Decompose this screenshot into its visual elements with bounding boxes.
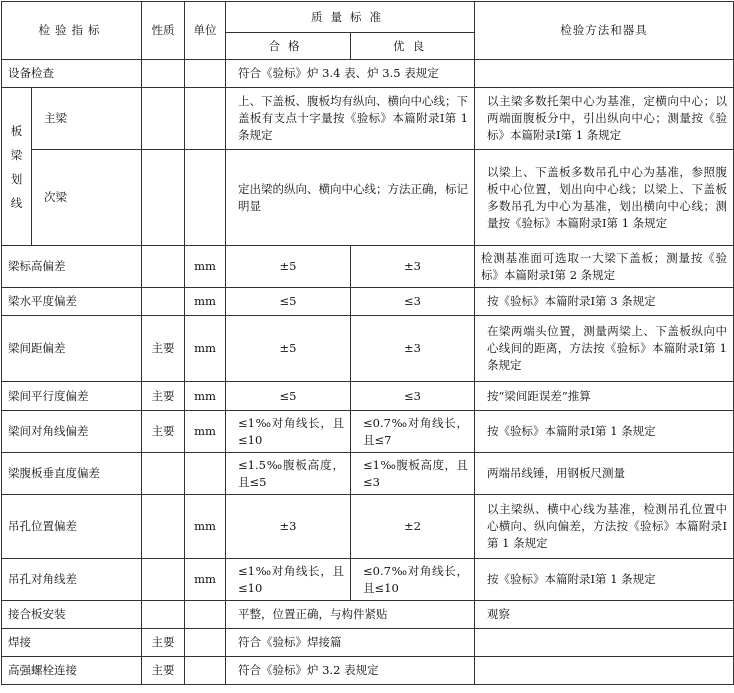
row-item: 梁间距偏差 (2, 316, 142, 382)
row-item: 次梁 (32, 150, 142, 246)
row-unit (185, 453, 226, 495)
row-unit (185, 657, 226, 685)
row-method: 观察 (475, 601, 734, 629)
row-unit: mm (185, 411, 226, 453)
row-nature: 主要 (142, 629, 185, 657)
row-standard: 定出梁的纵向、横向中心线；方法正确，标记明显 (226, 150, 475, 246)
row-nature (142, 495, 185, 559)
row-unit (185, 88, 226, 150)
header-row (2, 2, 734, 33)
row-nature (142, 559, 185, 601)
row-method: 以主梁多数托架中心为基准，定横向中心；以两端面腹板分中，引出纵向中心；测量按《验标》本篇附录Ⅰ第 1 条规定 (475, 88, 734, 150)
table-row (2, 657, 734, 685)
row-unit (185, 60, 226, 88)
row-qualified: ±3 (226, 495, 351, 559)
row-nature (142, 150, 185, 246)
row-method (475, 60, 734, 88)
row-qualified: ≤1.5‰腹板高度，且≤5 (226, 453, 351, 495)
row-excellent: ≤0.7‰对角线长，且≤7 (351, 411, 475, 453)
row-item: 梁间对角线偏差 (2, 411, 142, 453)
row-item: 梁腹板垂直度偏差 (2, 453, 142, 495)
row-nature (142, 88, 185, 150)
row-nature (142, 60, 185, 88)
row-qualified: ≤5 (226, 382, 351, 411)
row-item: 吊孔对角线差 (2, 559, 142, 601)
beam-group-char: 线 (10, 195, 23, 210)
table-row (2, 316, 734, 382)
header-excellent: 优良 (351, 33, 475, 60)
row-nature (142, 246, 185, 288)
row-item: 梁标高偏差 (2, 246, 142, 288)
header-qualified: 合格 (226, 33, 351, 60)
row-qualified: ≤1‰对角线长，且≤10 (226, 411, 351, 453)
row-standard: 符合《验标》焊接篇 (226, 629, 475, 657)
row-method: 在梁两端头位置，测量两梁上、下盖板纵向中心线间的距离，方法按《验标》本篇附录Ⅰ第 1 条规定 (475, 316, 734, 382)
table-row (2, 559, 734, 601)
row-standard: 符合《验标》炉 3.4 表、炉 3.5 表规定 (226, 60, 475, 88)
header-unit: 单位 (185, 2, 226, 60)
row-excellent: ±3 (351, 316, 475, 382)
row-qualified: ±5 (226, 246, 351, 288)
row-method: 按《验标》本篇附录Ⅰ第 3 条规定 (475, 288, 734, 316)
row-item: 高强螺栓连接 (2, 657, 142, 685)
header-nature: 性质 (142, 2, 185, 60)
row-standard: 上、下盖板、腹板均有纵向、横向中心线；下盖板有支点十字量按《验标》本篇附录Ⅰ第 1 条规定 (226, 88, 475, 150)
table-row (2, 601, 734, 629)
row-item: 焊接 (2, 629, 142, 657)
header-item: 检验指标 (2, 2, 142, 60)
inspection-table (1, 1, 734, 685)
row-unit: mm (185, 559, 226, 601)
row-qualified: ≤1‰对角线长，且≤10 (226, 559, 351, 601)
row-nature (142, 453, 185, 495)
row-nature: 主要 (142, 411, 185, 453)
row-excellent: ≤3 (351, 382, 475, 411)
beam-group-char: 板 (10, 123, 23, 138)
row-unit: mm (185, 495, 226, 559)
beam-group-char: 梁 (10, 147, 23, 162)
table-row (2, 629, 734, 657)
row-method (475, 657, 734, 685)
row-unit: mm (185, 382, 226, 411)
header-quality: 质量标准 (226, 2, 475, 33)
row-nature (142, 288, 185, 316)
row-method: 按《验标》本篇附录Ⅰ第 1 条规定 (475, 559, 734, 601)
row-qualified: ≤5 (226, 288, 351, 316)
row-method (475, 629, 734, 657)
row-method: 以主梁纵、横中心线为基准，检测吊孔位置中心横向、纵向偏差，方法按《验标》本篇附录Ⅰ第 1 条规定 (475, 495, 734, 559)
row-unit: mm (185, 246, 226, 288)
row-excellent: ≤1‰腹板高度，且≤3 (351, 453, 475, 495)
table-row (2, 60, 734, 88)
table-row (2, 88, 734, 150)
table-row (2, 411, 734, 453)
row-item: 设备检查 (2, 60, 142, 88)
header-method: 检验方法和器具 (475, 2, 734, 60)
row-standard: 平整，位置正确，与构件紧贴 (226, 601, 475, 629)
row-item: 梁间平行度偏差 (2, 382, 142, 411)
beam-group-char: 划 (10, 171, 23, 186)
row-nature: 主要 (142, 657, 185, 685)
row-unit (185, 601, 226, 629)
row-method: 按“梁间距误差”推算 (475, 382, 734, 411)
table-row (2, 495, 734, 559)
table-row (2, 150, 734, 246)
row-unit (185, 150, 226, 246)
row-excellent: ≤0.7‰对角线长，且≤10 (351, 559, 475, 601)
row-item: 梁水平度偏差 (2, 288, 142, 316)
row-unit (185, 629, 226, 657)
table-row (2, 288, 734, 316)
table-row (2, 382, 734, 411)
row-method: 按《验标》本篇附录Ⅰ第 1 条规定 (475, 411, 734, 453)
row-excellent: ±3 (351, 246, 475, 288)
row-nature: 主要 (142, 382, 185, 411)
table-row (2, 453, 734, 495)
row-method: 两端吊线锤，用钢板尺测量 (475, 453, 734, 495)
row-nature: 主要 (142, 316, 185, 382)
row-excellent: ±2 (351, 495, 475, 559)
row-unit: mm (185, 316, 226, 382)
table-row (2, 246, 734, 288)
row-unit: mm (185, 288, 226, 316)
beam-group-label (2, 88, 32, 246)
row-item: 吊孔位置偏差 (2, 495, 142, 559)
row-nature (142, 601, 185, 629)
row-method: 以梁上、下盖板多数吊孔中心为基准，参照腹板中心位置，划出向中心线；以梁上、下盖板多数吊孔为中心为基准，划出横向中心线；测量按《验标》本篇附录Ⅰ第 1 条规定 (475, 150, 734, 246)
row-standard: 符合《验标》炉 3.2 表规定 (226, 657, 475, 685)
row-qualified: ±5 (226, 316, 351, 382)
row-item: 接合板安装 (2, 601, 142, 629)
row-item: 主梁 (32, 88, 142, 150)
row-method: 检测基准面可选取一大梁下盖板；测量按《验标》本篇附录Ⅰ第 2 条规定 (475, 246, 734, 288)
row-excellent: ≤3 (351, 288, 475, 316)
